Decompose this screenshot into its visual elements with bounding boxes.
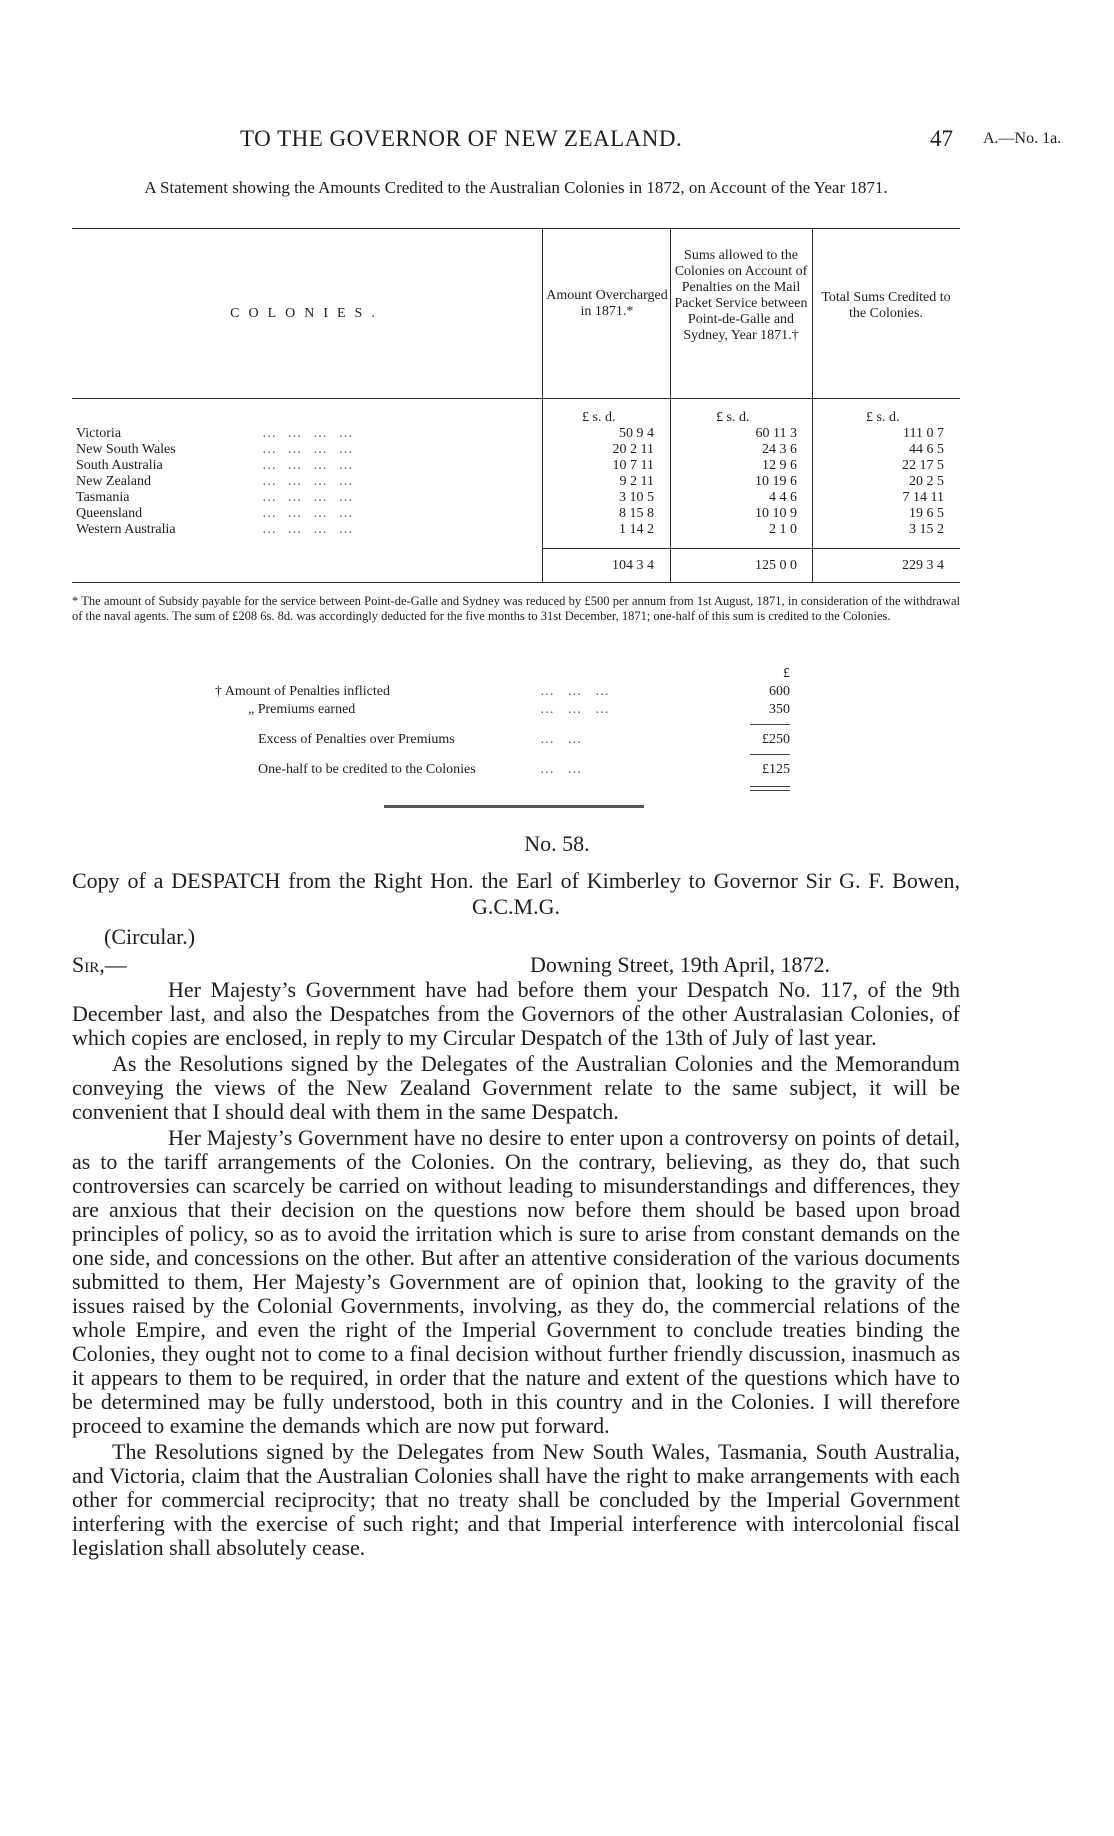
penalty-label: † Amount of Penalties inflicted bbox=[215, 684, 390, 699]
colony-name: New South Wales bbox=[76, 442, 176, 457]
overcharged-value: 9 2 11 bbox=[619, 474, 654, 489]
leader-dots: … … bbox=[540, 762, 587, 777]
total-value: 22 17 5 bbox=[902, 458, 944, 473]
leader-dots: … … … … bbox=[262, 506, 357, 521]
units-label: £ s. d. bbox=[866, 410, 900, 425]
penalties-header: Sums allowed to the Colonies on Account of Penalties on the Mail Packet Service between Point-de-Galle and Sydney, Year 1871.† bbox=[674, 248, 808, 343]
colony-name: New Zealand bbox=[76, 474, 152, 489]
table-row bbox=[72, 490, 960, 506]
colony-name: Tasmania bbox=[76, 490, 130, 505]
table-bottom-rule bbox=[72, 582, 960, 583]
leader-dots: … … … bbox=[540, 702, 614, 717]
overcharged-value: 50 9 4 bbox=[619, 426, 654, 441]
total-value: 111 0 7 bbox=[903, 426, 944, 441]
despatch-body bbox=[72, 978, 960, 1562]
total-header: Total Sums Credited to the Colonies. bbox=[821, 290, 951, 321]
circular-label: (Circular.) bbox=[104, 924, 196, 949]
overcharged-value: 1 14 2 bbox=[619, 522, 654, 537]
table-row bbox=[72, 522, 960, 538]
total-value: 20 2 5 bbox=[909, 474, 944, 489]
leader-dots: … … … … bbox=[262, 458, 357, 473]
double-rule bbox=[750, 786, 790, 787]
table-top-rule bbox=[72, 228, 960, 229]
overcharged-header: Amount Overcharged in 1871.* bbox=[546, 288, 668, 319]
colony-name: Western Australia bbox=[76, 522, 176, 537]
section-separator bbox=[384, 805, 644, 808]
penalty-value: £125 bbox=[762, 762, 790, 777]
total-value: 19 6 5 bbox=[909, 506, 944, 521]
running-header-title: TO THE GOVERNOR OF NEW ZEALAND. bbox=[240, 126, 683, 151]
units-label: £ s. d. bbox=[582, 410, 616, 425]
leader-dots: … … bbox=[540, 732, 587, 747]
body-paragraph: Her Majesty’s Government have had before them your Despatch No. 117, of the 9th December last, and also the Despatches from the Governors of the other Australasian Colonies, of which copies are enclosed, in reply to my Circular Despatch of the 13th of July of last year. bbox=[72, 977, 960, 1050]
total-value: 44 6 5 bbox=[909, 442, 944, 457]
header-rule bbox=[72, 398, 960, 399]
statement-table bbox=[72, 228, 960, 583]
penalties-value: 12 9 6 bbox=[762, 458, 797, 473]
salutation: Sir,— bbox=[72, 952, 127, 977]
penalties-value: 4 4 6 bbox=[769, 490, 797, 505]
colony-name: Queensland bbox=[76, 506, 143, 521]
units-label: £ s. d. bbox=[716, 410, 750, 425]
overcharged-value: 3 10 5 bbox=[619, 490, 654, 505]
sum-rule bbox=[750, 754, 790, 755]
total-value: 7 14 11 bbox=[902, 490, 944, 505]
table-row bbox=[72, 474, 960, 490]
penalties-value: 24 3 6 bbox=[762, 442, 797, 457]
leader-dots: … … … … bbox=[262, 474, 357, 489]
penalty-label: „ Premiums earned bbox=[248, 702, 356, 717]
penalties-value: 10 10 9 bbox=[755, 506, 797, 521]
table-row bbox=[72, 426, 960, 442]
penalties-total: 125 0 0 bbox=[755, 558, 797, 573]
place-and-date: Downing Street, 19th April, 1872. bbox=[530, 952, 831, 977]
leader-dots: … … … bbox=[540, 684, 614, 699]
penalties-value: 60 11 3 bbox=[755, 426, 797, 441]
overcharged-total: 104 3 4 bbox=[612, 558, 654, 573]
table-row bbox=[72, 442, 960, 458]
penalties-value: 2 1 0 bbox=[769, 522, 797, 537]
leader-dots: … … … … bbox=[262, 426, 357, 441]
body-paragraph: As the Resolutions signed by the Delegates of the Australian Colonies and the Memorandum conveying the views of the New Zealand Government relate to the same subject, it will be convenient that I should deal with them in the same Despatch. bbox=[72, 1051, 960, 1124]
despatch-title: Copy of a DESPATCH from the Right Hon. the Earl of Kimberley to Governor Sir G. F. Bowen, G.C.M.G. bbox=[72, 868, 960, 919]
penalties-value: 10 19 6 bbox=[755, 474, 797, 489]
colony-name: South Australia bbox=[76, 458, 163, 473]
total-rule bbox=[542, 548, 960, 549]
overcharged-value: 20 2 11 bbox=[612, 442, 654, 457]
overcharged-value: 8 15 8 bbox=[619, 506, 654, 521]
document-reference: A.—No. 1a. bbox=[983, 130, 1062, 147]
penalty-label: Excess of Penalties over Premiums bbox=[258, 732, 455, 747]
body-paragraph: Her Majesty’s Government have no desire to enter upon a controversy on points of detail, as to the tariff arrangements of the Colonies. On the contrary, believing, as they do, that such controversies can scarcely be carried on without leading to misunderstandings and differences, they are anxious that their decision on the questions now before them should be based upon broad principles of policy, so as to avoid the irritation which is sure to arise from constant demands on the one side, and concessions on the other. But after an attentive consideration of the various documents submitted to them, Her Majesty’s Government are of opinion that, looking to the gravity of the issues raised by the Colonial Governments, involving, as they do, the commercial relations of the whole Empire, and even the right of the Imperial Government to conclude treaties binding the Colonies, they ought not to come to a final decision without further friendly discussion, inasmuch as it appears to them to be required, in order that the nature and extent of the questions which have to be determined may be fully understood, both in this country and in the Colonies. I will therefore proceed to examine the demands which are now put forward. bbox=[72, 1125, 960, 1438]
statement-title: A Statement showing the Amounts Credited to the Australian Colonies in 1872, on Account of the Year 1871. bbox=[144, 178, 888, 197]
leader-dots: … … … … bbox=[262, 522, 357, 537]
table-row bbox=[72, 458, 960, 474]
body-paragraph: The Resolutions signed by the Delegates from New South Wales, Tasmania, South Australia, and Victoria, claim that the Australian Colonies shall have the right to make arrangements with each other for commercial reciprocity; that no treaty shall be concluded by the Imperial Government interfering with the exercise of such right; and that Imperial interference with intercolonial fiscal legislation shall absolutely cease. bbox=[72, 1439, 960, 1560]
sum-rule bbox=[750, 724, 790, 725]
penalty-value: £250 bbox=[762, 732, 790, 747]
penalty-line bbox=[250, 732, 790, 750]
double-rule bbox=[750, 790, 790, 791]
penalty-value: 350 bbox=[769, 702, 790, 717]
colony-name: Victoria bbox=[76, 426, 122, 441]
penalty-line bbox=[250, 762, 790, 780]
total-value: 3 15 2 bbox=[909, 522, 944, 537]
currency-symbol: £ bbox=[783, 666, 790, 681]
table-row bbox=[72, 506, 960, 522]
grand-total: 229 3 4 bbox=[902, 558, 944, 573]
page-number: 47 bbox=[930, 126, 953, 151]
colonies-header: COLONIES. bbox=[230, 306, 384, 321]
leader-dots: … … … … bbox=[262, 490, 357, 505]
leader-dots: … … … … bbox=[262, 442, 357, 457]
penalty-value: 600 bbox=[769, 684, 790, 699]
overcharged-value: 10 7 11 bbox=[612, 458, 654, 473]
penalty-line bbox=[250, 702, 790, 720]
penalty-label: One-half to be credited to the Colonies bbox=[258, 762, 476, 777]
statement-footnote: * The amount of Subsidy payable for the service between Point-de-Galle and Sydney was reduced by £500 per annum from 1st August, 1871, in consideration of the withdrawal of the naval agents. The sum of £208 6s. 8d. was accordingly deducted for the five months to 31st December, 1871; one-half of this sum is credited to the Colonies. bbox=[72, 594, 960, 623]
despatch-number: No. 58. bbox=[524, 831, 590, 856]
currency-row bbox=[250, 666, 790, 684]
penalty-line bbox=[215, 684, 790, 702]
